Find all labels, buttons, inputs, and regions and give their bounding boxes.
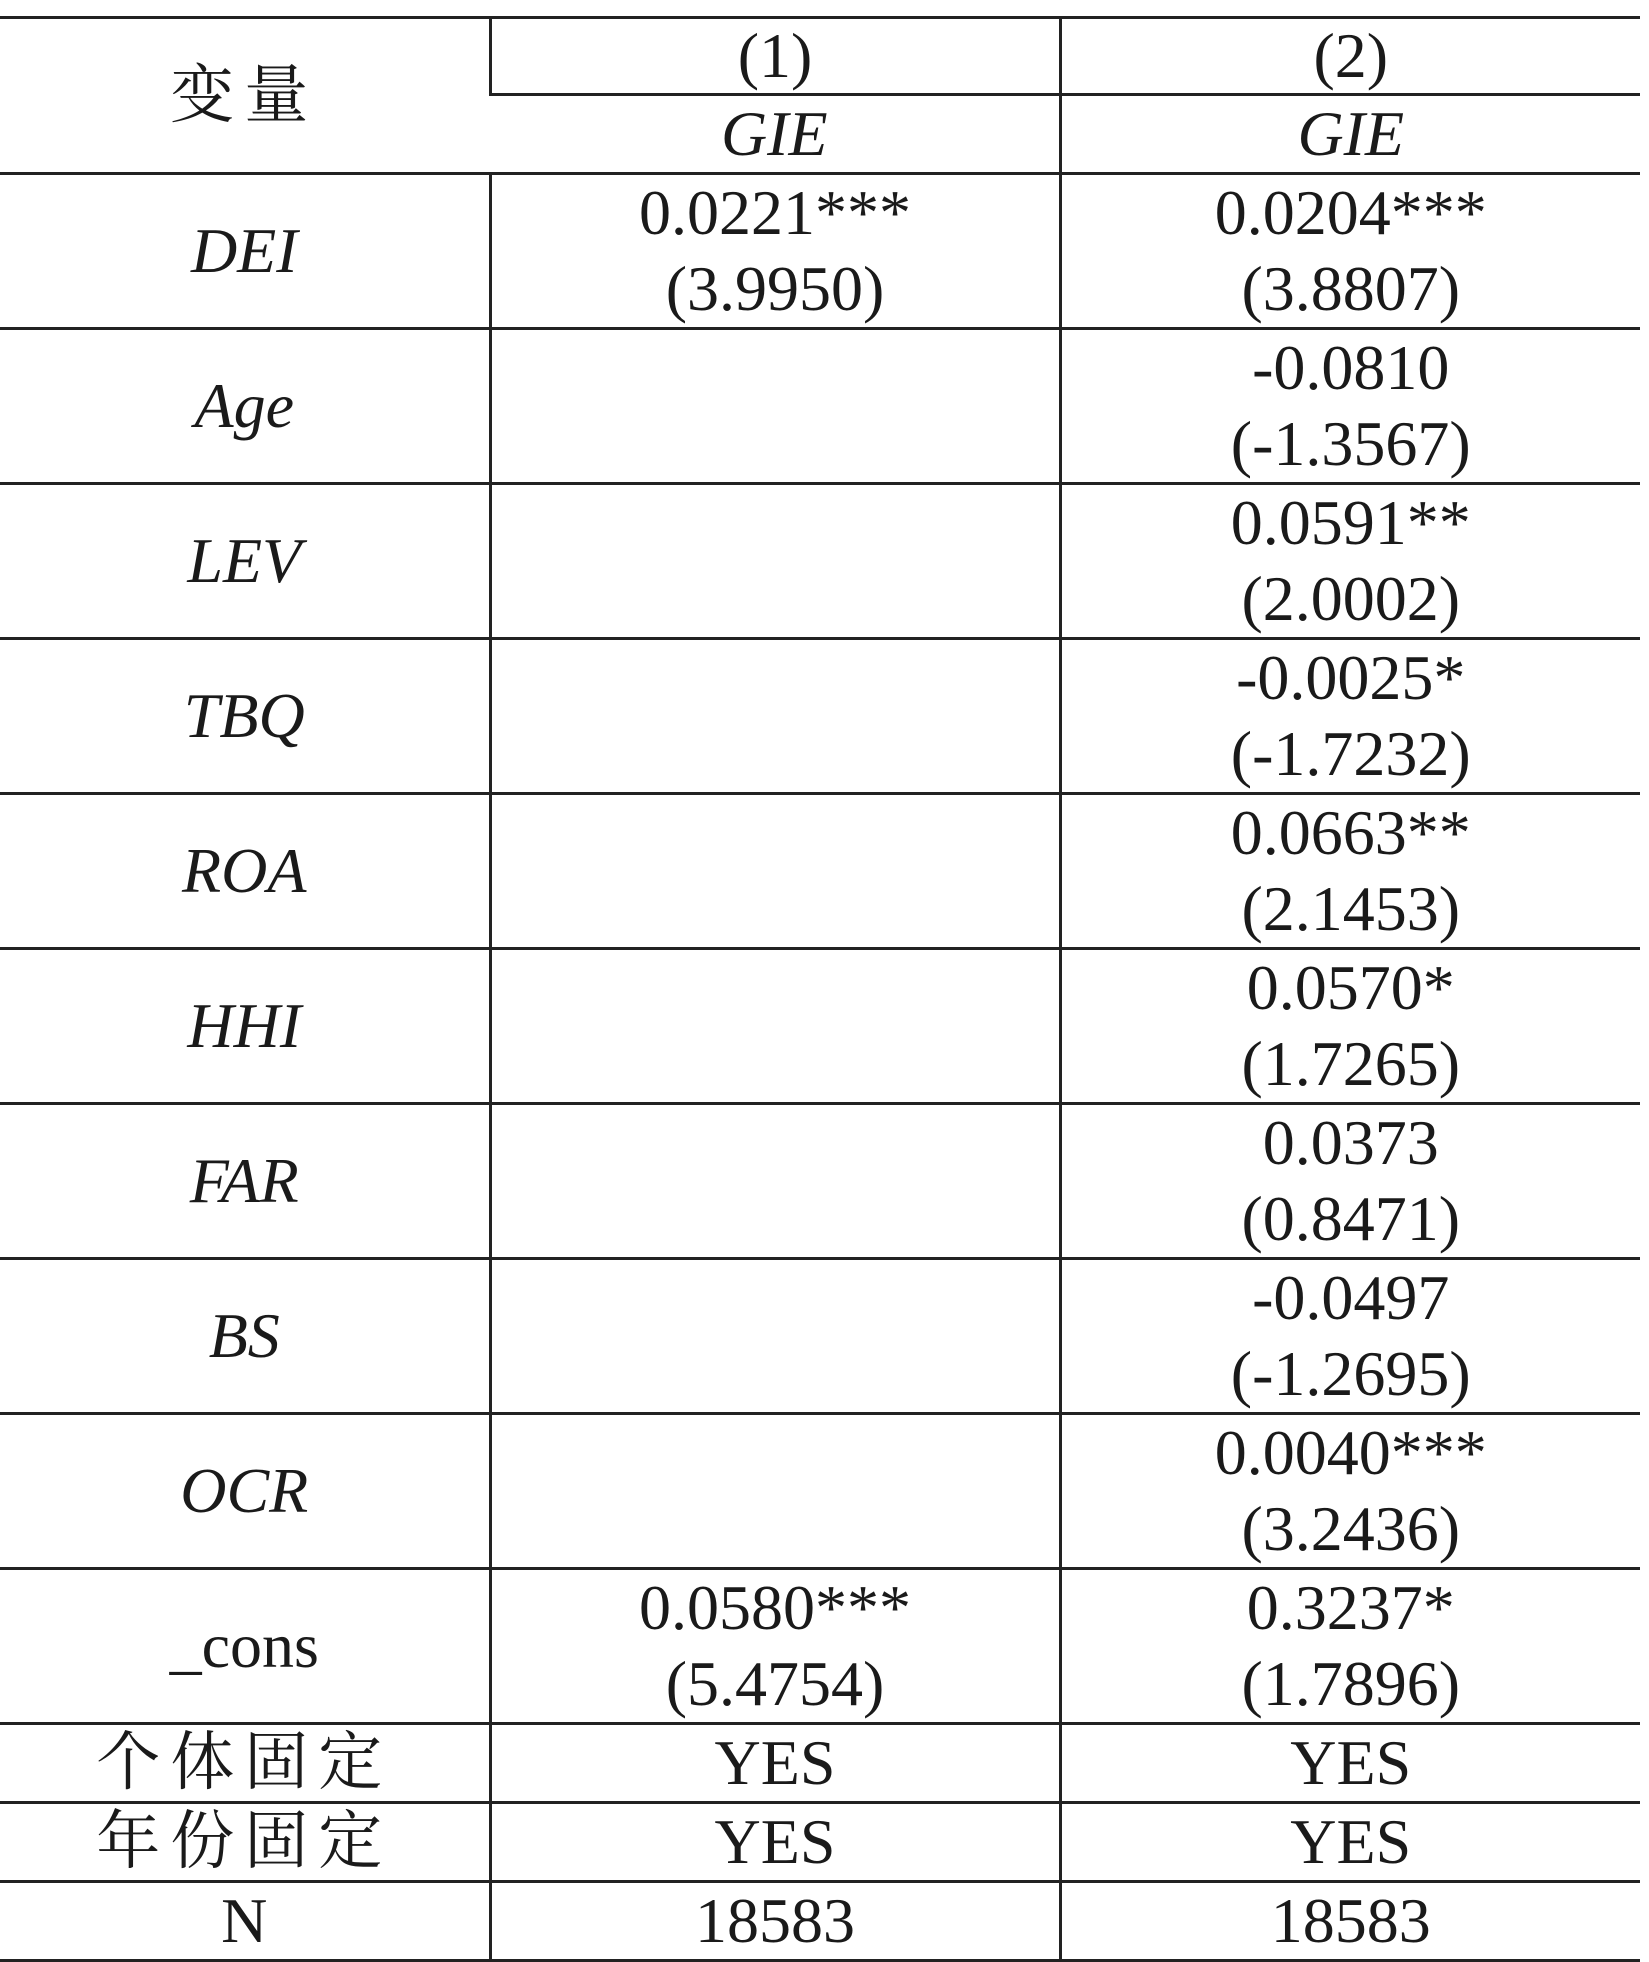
coefficient-cell: [1060, 1259, 1640, 1414]
coefficient-cell: [490, 329, 1060, 484]
t-statistic: (-1.7232): [1230, 718, 1471, 789]
t-statistic: (3.9950): [665, 253, 885, 324]
variable-name: _cons: [0, 1569, 490, 1724]
coefficient-value: 0.0221***: [639, 177, 911, 248]
coefficient-value: -0.0497: [1252, 1262, 1450, 1333]
table-row: [0, 329, 1640, 484]
t-statistic: (5.4754): [665, 1648, 885, 1719]
footer-value: YES: [1060, 1724, 1640, 1803]
footer-label: 年份固定: [0, 1803, 490, 1882]
coefficient-cell: [1060, 794, 1640, 949]
column-2-dependent-var: GIE: [1060, 95, 1640, 174]
t-statistic: (1.7265): [1241, 1028, 1461, 1099]
coefficient-cell: [490, 484, 1060, 639]
coefficient-cell: [1060, 1104, 1640, 1259]
regression-table: [0, 16, 1640, 1962]
coefficient-value: 0.0663**: [1230, 797, 1471, 868]
table-row: [0, 1104, 1640, 1259]
coefficient-cell: [1060, 484, 1640, 639]
footer-value: YES: [490, 1803, 1060, 1882]
footer-label: 个体固定: [0, 1724, 490, 1803]
coefficient-cell: [1060, 329, 1640, 484]
variable-name: OCR: [0, 1414, 490, 1569]
coefficient-cell: [490, 639, 1060, 794]
footer-row: [0, 1803, 1640, 1882]
variable-header: 变量: [0, 18, 490, 174]
variable-name: DEI: [0, 174, 490, 329]
coefficient-cell: [1060, 1414, 1640, 1569]
table-row: [0, 794, 1640, 949]
footer-rows: [0, 1724, 1640, 1961]
coefficient-value: -0.0810: [1252, 332, 1450, 403]
coefficient-value: 0.0570*: [1246, 952, 1455, 1023]
footer-row: [0, 1724, 1640, 1803]
coefficient-cell: [490, 1259, 1060, 1414]
coefficient-cell: [1060, 174, 1640, 329]
footer-row: [0, 1882, 1640, 1961]
table-row: [0, 484, 1640, 639]
footer-value: YES: [490, 1724, 1060, 1803]
t-statistic: (2.0002): [1241, 563, 1461, 634]
t-statistic: (3.2436): [1241, 1493, 1461, 1564]
t-statistic: (1.7896): [1241, 1648, 1461, 1719]
variable-name: TBQ: [0, 639, 490, 794]
table-row: [0, 639, 1640, 794]
column-1-dependent-var: GIE: [490, 95, 1060, 174]
coefficient-value: 0.0580***: [639, 1572, 911, 1643]
coefficient-cell: [490, 174, 1060, 329]
t-statistic: (3.8807): [1241, 253, 1461, 324]
coefficient-value: 0.0373: [1262, 1107, 1439, 1178]
column-2-number: (2): [1060, 18, 1640, 95]
t-statistic: (-1.2695): [1230, 1338, 1471, 1409]
table-row: [0, 1414, 1640, 1569]
variable-name: BS: [0, 1259, 490, 1414]
variable-name: FAR: [0, 1104, 490, 1259]
coefficient-value: 0.3237*: [1246, 1572, 1455, 1643]
header-row-numbers: [0, 18, 1640, 95]
coefficient-cell: [490, 1104, 1060, 1259]
coefficient-cell: [1060, 1569, 1640, 1724]
t-statistic: (-1.3567): [1230, 408, 1471, 479]
coefficient-value: -0.0025*: [1236, 642, 1466, 713]
variable-name: LEV: [0, 484, 490, 639]
column-1-number: (1): [490, 18, 1060, 95]
variable-name: ROA: [0, 794, 490, 949]
coefficient-cell: [490, 949, 1060, 1104]
table-row: [0, 949, 1640, 1104]
table-row: [0, 1259, 1640, 1414]
variable-name: Age: [0, 329, 490, 484]
variable-name: HHI: [0, 949, 490, 1104]
footer-label: N: [0, 1882, 490, 1961]
footer-value: 18583: [1060, 1882, 1640, 1961]
coefficient-value: 0.0591**: [1230, 487, 1471, 558]
coefficient-cell: [490, 794, 1060, 949]
coefficient-value: 0.0204***: [1214, 177, 1487, 248]
t-statistic: (2.1453): [1241, 873, 1461, 944]
coefficient-cell: [490, 1414, 1060, 1569]
coefficient-cell: [490, 1569, 1060, 1724]
coefficient-value: 0.0040***: [1214, 1417, 1487, 1488]
footer-value: 18583: [490, 1882, 1060, 1961]
coefficient-cell: [1060, 639, 1640, 794]
table-row: [0, 174, 1640, 329]
coefficient-rows: [0, 174, 1640, 1724]
table-row: [0, 1569, 1640, 1724]
footer-value: YES: [1060, 1803, 1640, 1882]
t-statistic: (0.8471): [1241, 1183, 1461, 1254]
coefficient-cell: [1060, 949, 1640, 1104]
